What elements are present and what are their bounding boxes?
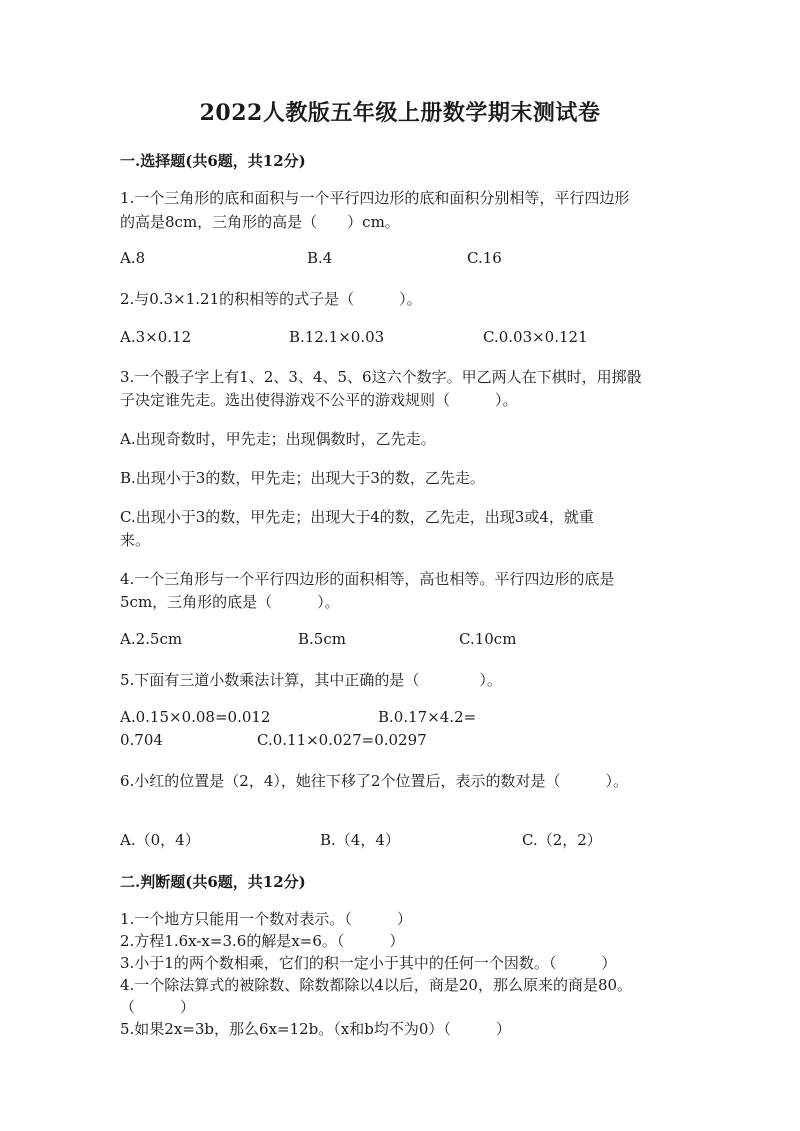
question-5-option-b-part-2: 0.704 — [120, 731, 163, 749]
judgement-item-5: 5.如果2x=3b，那么6x=12b。（x和b均不为0）（ ） — [120, 1020, 511, 1038]
question-1-line-1: 1.一个三角形的底和面积与一个平行四边形的底和面积分别相等，平行四边形 — [120, 189, 630, 207]
question-5-option-b-part-1: B.0.17×4.2= — [378, 708, 477, 726]
question-5-line-1: 5.下面有三道小数乘法计算，其中正确的是（ ）。 — [120, 671, 502, 689]
question-3-option-a: A.出现奇数时，甲先走；出现偶数时，乙先走。 — [120, 430, 436, 448]
question-4-line-1: 4.一个三角形与一个平行四边形的面积相等，高也相等。平行四边形的底是 — [120, 570, 615, 588]
question-5-option-a: A.0.15×0.08=0.012 — [120, 708, 271, 726]
question-2-option-b: B.12.1×0.03 — [289, 328, 385, 346]
question-6-option-c: C.（2，2） — [522, 831, 602, 849]
question-2-option-a: A.3×0.12 — [120, 328, 192, 346]
question-4-option-c: C.10cm — [459, 630, 517, 648]
question-3-option-c-line-1: C.出现小于3的数，甲先走；出现大于4的数，乙先走，出现3或4，就重 — [120, 508, 594, 526]
page-title: 2022人教版五年级上册数学期末测试卷 — [199, 100, 601, 126]
section-heading-judgement: 二.判断题(共6题，共12分) — [120, 873, 306, 891]
question-3-line-2: 子决定谁先走。选出使得游戏不公平的游戏规则（ ）。 — [120, 391, 518, 409]
question-4-option-a: A.2.5cm — [120, 630, 183, 648]
question-2-line-1: 2.与0.3×1.21的积相等的式子是（ ）。 — [120, 290, 422, 308]
judgement-item-4-bracket: （ ） — [120, 998, 196, 1016]
question-2-option-c: C.0.03×0.121 — [483, 328, 588, 346]
judgement-item-3: 3.小于1的两个数相乘，它们的积一定小于其中的任何一个因数。（ ） — [120, 954, 617, 972]
judgement-item-1: 1.一个地方只能用一个数对表示。（ ） — [120, 910, 412, 928]
question-1-option-c: C.16 — [467, 249, 502, 267]
question-6-line-1: 6.小红的位置是（2，4），她往下移了2个位置后，表示的数对是（ ）。 — [120, 772, 628, 790]
question-4-option-b: B.5cm — [298, 630, 346, 648]
question-6-option-b: B.（4，4） — [320, 831, 400, 849]
question-3-option-b: B.出现小于3的数，甲先走；出现大于3的数，乙先走。 — [120, 469, 485, 487]
question-4-line-2: 5cm，三角形的底是（ ）。 — [120, 593, 340, 611]
question-6-option-a: A.（0，4） — [120, 831, 200, 849]
question-3-option-c-line-2: 来。 — [120, 531, 151, 549]
question-1-line-2: 的高是8cm，三角形的高是（ ）cm。 — [120, 213, 400, 231]
question-5-option-c: C.0.11×0.027=0.0297 — [257, 731, 427, 749]
question-1-option-a: A.8 — [120, 249, 146, 267]
section-heading-choice: 一.选择题(共6题，共12分) — [120, 152, 306, 170]
question-1-option-b: B.4 — [307, 249, 333, 267]
judgement-item-2: 2.方程1.6x-x=3.6的解是x=6。（ ） — [120, 932, 405, 950]
judgement-item-4: 4.一个除法算式的被除数、除数都除以4以后，商是20，那么原来的商是80。 — [120, 976, 633, 994]
question-3-line-1: 3.一个骰子字上有1、2、3、4、5、6这六个数字。甲乙两人在下棋时，用掷骰 — [120, 368, 642, 386]
